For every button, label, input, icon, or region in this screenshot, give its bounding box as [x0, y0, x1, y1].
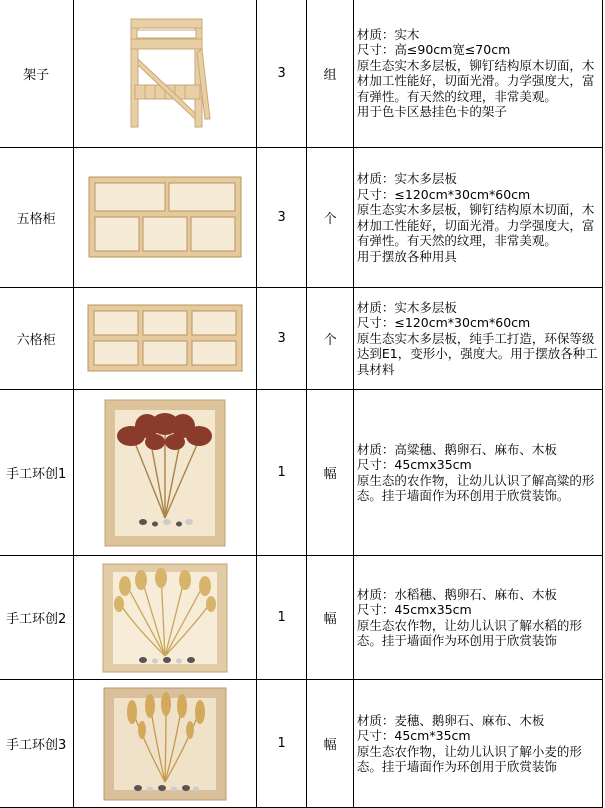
desc-line: 用于色卡区悬挂色卡的架子	[356, 104, 507, 119]
desc-line: 原生态实木多层板，铆钉结构原木切面，木材加工性能好，切面光滑。力学强度大，富有弹性。有天然的纹理，非常美观。	[356, 57, 595, 104]
item-unit: 幅	[307, 390, 354, 556]
item-image	[74, 680, 257, 808]
item-image	[74, 556, 257, 680]
item-name: 手工环创3	[0, 680, 74, 808]
item-quantity: 1	[256, 556, 306, 680]
item-quantity: 1	[256, 390, 306, 556]
item-unit: 幅	[307, 680, 354, 808]
desc-line: 材质：麦穗、鹅卵石、麻布、木板	[356, 712, 545, 728]
item-unit: 组	[307, 0, 354, 148]
table-row	[0, 556, 603, 680]
item-description	[353, 390, 602, 556]
desc-line: 原生态实木多层板，铆钉结构原木切面，木材加工性能好，切面光滑。力学强度大，富有弹性。有天然的纹理，非常美观。	[356, 202, 595, 248]
item-description	[353, 288, 602, 390]
desc-line: 原生态农作物，让幼儿认识了解小麦的形态。挂于墙面作为环创用于欣赏装饰	[356, 743, 582, 774]
item-quantity: 1	[256, 680, 306, 808]
item-quantity: 3	[256, 148, 306, 288]
desc-line: 尺寸：45cmx35cm	[356, 457, 472, 472]
desc-line: 尺寸：高≤90cm宽≤70cm	[356, 42, 511, 57]
wooden-easel-rack-image	[115, 13, 215, 133]
item-unit: 幅	[307, 556, 354, 680]
desc-line: 原生态的农作物，让幼儿认识了解高粱的形态。挂于墙面作为环创用于欣赏装饰。	[356, 472, 595, 503]
item-description	[353, 556, 602, 680]
desc-line: 原生态实木多层板，纯手工打造，环保等级达到E1，变形小，强度大。用于摆放各种工具材料	[356, 330, 598, 377]
desc-line: 材质：高粱穗、鹅卵石、麻布、木板	[356, 441, 557, 457]
item-name: 手工环创2	[0, 556, 74, 680]
desc-line: 尺寸：≤120cm*30cm*60cm	[356, 186, 531, 202]
wheat-frame-art-image	[102, 686, 228, 802]
item-unit: 个	[307, 288, 354, 390]
desc-line: 材质：水稻穗、鹅卵石、麻布、木板	[356, 586, 557, 602]
item-quantity: 3	[256, 288, 306, 390]
table-row	[0, 390, 603, 556]
item-quantity: 3	[256, 0, 306, 148]
item-image	[74, 148, 257, 288]
sorghum-frame-art-image	[103, 398, 227, 548]
desc-line: 尺寸：45cm*35cm	[356, 728, 471, 743]
item-name: 架子	[0, 0, 74, 148]
item-unit: 个	[307, 148, 354, 288]
desc-line: 原生态农作物，让幼儿认识了解水稻的形态。挂于墙面作为环创用于欣赏装饰	[356, 617, 582, 648]
desc-line: 材质：实木	[356, 26, 420, 42]
desc-line: 材质：实木多层板	[356, 171, 457, 186]
item-name: 手工环创1	[0, 390, 74, 556]
item-description	[353, 0, 602, 148]
desc-line: 用于摆放各种用具	[356, 248, 457, 264]
item-image	[74, 390, 257, 556]
item-name: 六格柜	[0, 288, 74, 390]
five-compartment-cabinet-image	[85, 173, 245, 263]
item-name: 五格柜	[0, 148, 74, 288]
desc-line: 尺寸：45cmx35cm	[356, 602, 472, 617]
item-description	[353, 148, 602, 288]
six-compartment-cabinet-image	[84, 301, 246, 377]
table-row	[0, 0, 603, 148]
table-row	[0, 148, 603, 288]
rice-frame-art-image	[101, 562, 229, 674]
table-row	[0, 680, 603, 808]
item-image	[74, 288, 257, 390]
item-description	[353, 680, 602, 808]
item-image	[74, 0, 257, 148]
table-row	[0, 288, 603, 390]
desc-line: 尺寸：≤120cm*30cm*60cm	[356, 315, 531, 331]
desc-line: 材质：实木多层板	[356, 299, 457, 315]
